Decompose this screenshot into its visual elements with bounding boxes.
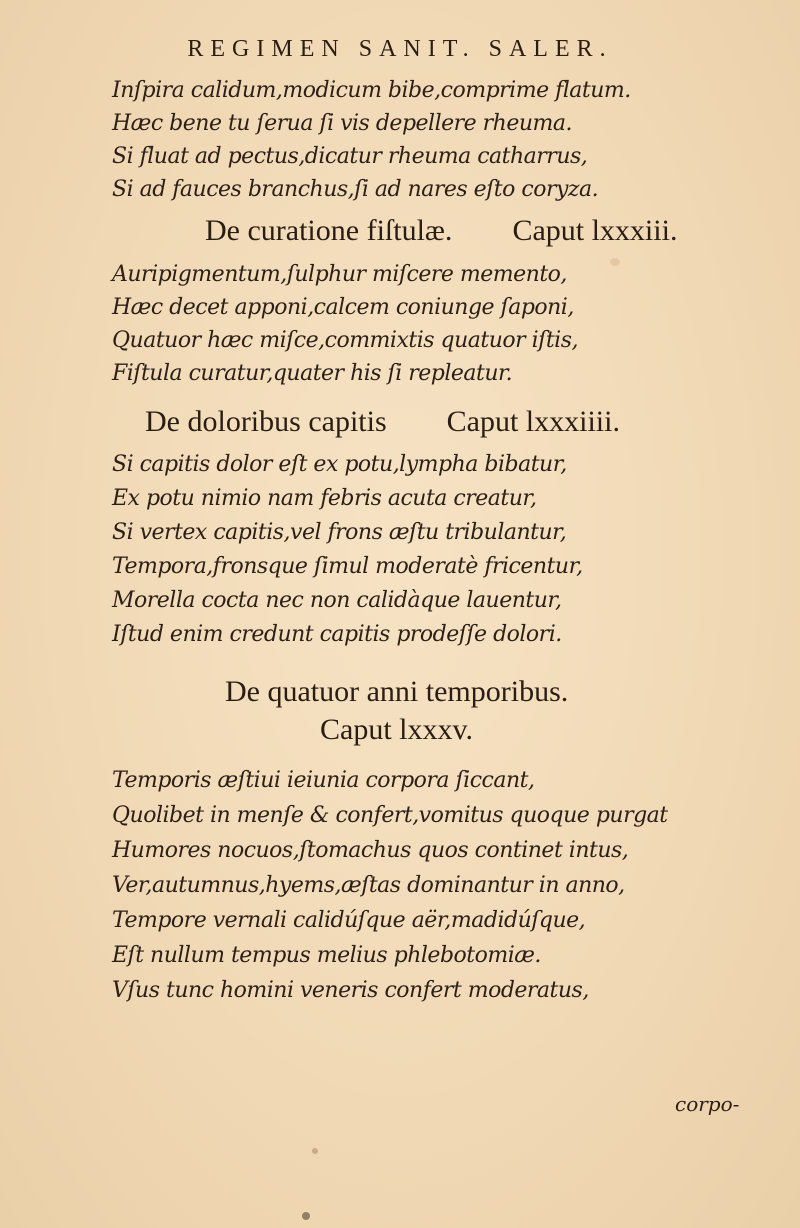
verse-line: Humores nocuos,ſtomachus quos continet intus, <box>112 838 629 863</box>
verse-line: Iſtud enim credunt capitis prodeſſe dolori. <box>112 622 562 647</box>
verse-line: Si capitis dolor eſt ex potu,lympha bibatur, <box>112 452 567 477</box>
chapter-title: De curatione fiſtulæ. <box>205 214 453 247</box>
running-head: REGIMEN SANIT. SALER. <box>187 36 613 62</box>
verse-line: Temporis æſtiui ieiunia corpora ſiccant, <box>112 768 535 793</box>
verse-line: Auripigmentum,ſulphur miſcere memento, <box>112 262 567 287</box>
verse-line: Fiſtula curatur,quater his ſi repleatur. <box>112 361 513 386</box>
chapter-number: Caput lxxxiiii. <box>446 405 620 438</box>
verse-line: Si fluat ad pectus,dicatur rheuma catharrus, <box>112 144 588 169</box>
chapter-number: Caput lxxxv. <box>320 713 474 746</box>
verse-line: Inſpira calidum,modicum bibe,comprime flatum. <box>112 78 631 103</box>
verse-line: Tempora,fronsque ſimul moderatè fricentur, <box>112 554 583 579</box>
chapter-title: De doloribus capitis <box>145 405 387 438</box>
paper-stain <box>312 1148 318 1154</box>
catchword: corpo- <box>675 1092 740 1116</box>
verse-line: Ver,autumnus,hyems,æſtas dominantur in anno, <box>112 873 625 898</box>
chapter-number: Caput lxxxiii. <box>512 214 678 247</box>
verse-line: Quatuor hæc miſce,commixtis quatuor iſtis, <box>112 328 578 353</box>
chapter-title: De quatuor anni temporibus. <box>225 675 569 708</box>
chapter-heading <box>205 214 677 248</box>
verse-line: Hæc bene tu ſerua ſi vis depellere rheuma. <box>112 111 573 136</box>
verse-line: Si vertex capitis,vel frons æſtu tribulantur, <box>112 520 567 545</box>
verse-line: Eſt nullum tempus melius phlebotomiæ. <box>112 943 541 968</box>
paper-stain <box>302 1212 310 1220</box>
verse-line: Si ad fauces branchus,ſi ad nares eſto coryza. <box>112 177 599 202</box>
verse-line: Quolibet in menſe & confert,vomitus quoque purgat <box>112 803 668 828</box>
verse-line: Vſus tunc homini veneris confert moderatus, <box>112 978 589 1003</box>
verse-line: Morella cocta nec non calidàque lauentur, <box>112 588 562 613</box>
verse-line: Ex potu nimio nam febris acuta creatur, <box>112 486 537 511</box>
verse-line: Hæc decet apponi,calcem coniunge ſaponi, <box>112 295 574 320</box>
verse-line: Tempore vernali calidúſque aër,madidúſque, <box>112 908 586 933</box>
chapter-heading <box>145 405 620 439</box>
